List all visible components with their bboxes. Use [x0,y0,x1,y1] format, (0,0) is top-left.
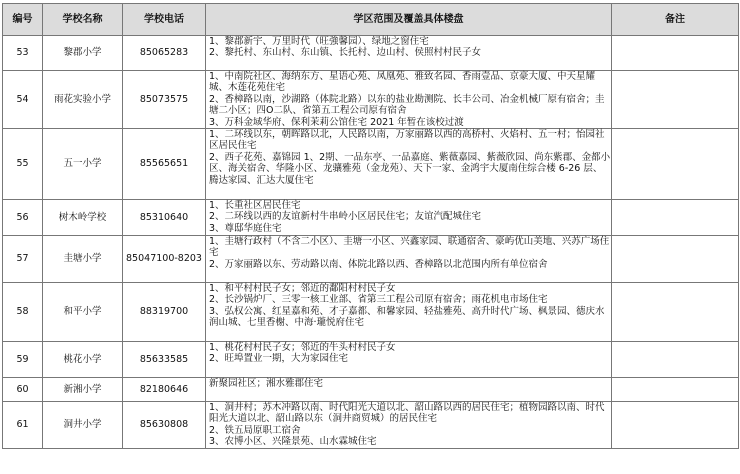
row-number: 55 [3,129,43,200]
school-name: 圭塘小学 [43,236,123,283]
district-detail [206,71,612,129]
school-phone: 85310640 [123,200,206,236]
school-name: 雨花实验小学 [43,71,123,129]
school-phone: 85047100-8203 [123,236,206,283]
district-line: 2、万家丽路以东、劳动路以南、体院北路以西、香樟路以北范围内所有单位宿舍 [209,258,548,270]
header-school-name: 学校名称 [43,4,123,36]
district-detail [206,378,612,402]
school-name: 树木岭学校 [43,200,123,236]
remarks-cell [612,283,739,342]
school-phone: 85065283 [123,36,206,71]
district-line: 2、香樟路以南，沙湖路（体院北路）以东的盐业勘测院、长丰公司、冶金机械厂原有宿舍；圭塘二小区；四O二队、省第五工程公司原有宿舍 [209,93,605,117]
district-detail [206,36,612,71]
table-row [3,129,739,200]
remarks-cell [612,71,739,129]
table-row [3,36,739,71]
row-number: 54 [3,71,43,129]
table-row [3,71,739,129]
table-body [3,36,739,449]
school-name: 黎郡小学 [43,36,123,71]
district-line: 3、万科金域华府、保利茉莉公馆住宅 2021 年暂在该校过渡 [209,116,464,128]
school-phone: 85565651 [123,129,206,200]
row-number: 58 [3,283,43,342]
district-detail [206,283,612,342]
district-line: 新聚园社区；湘水雅郡住宅 [209,378,324,390]
school-name: 桃花小学 [43,342,123,378]
school-phone: 85630808 [123,402,206,449]
district-line: 2、黎托村、东山村、东山镇、长托村、边山村、侯照村村民子女 [209,47,482,59]
remarks-cell [612,129,739,200]
school-name: 新湘小学 [43,378,123,402]
district-line: 1、长重社区居民住宅 [209,200,301,212]
district-line: 1、中南院社区、海纳东方、星语心苑、凤凰苑、雅致名园、香雨壹品、京豪大厦、中天星耀城、木莲花苑住宅 [209,71,596,94]
district-line: 1、洞井村；苏木冲路以南、时代阳光大道以北、韶山路以西的居民住宅；植物园路以南、时代阳光大道以北、韶山路以东（洞井商贸城）的居民住宅 [209,402,605,425]
district-detail [206,342,612,378]
district-line: 2、旺埠置业一期，大为家园住宅 [209,353,349,365]
district-line: 3、尊邸华庭住宅 [209,222,282,234]
row-number: 57 [3,236,43,283]
remarks-cell [612,342,739,378]
district-line: 2、长沙锅炉厂、三零一核工业部、省第三工程公司原有宿舍；雨花机电市场住宅 [209,294,548,306]
remarks-cell [612,378,739,402]
table-row [3,200,739,236]
school-phone: 82180646 [123,378,206,402]
header-district-range: 学区范围及覆盖具体楼盘 [206,4,612,36]
row-number: 56 [3,200,43,236]
school-name: 洞井小学 [43,402,123,449]
district-line: 1、圭塘行政村（不含二小区）、圭塘一小区、兴鑫家园、联通宿舍、豪屿优山美地、兴苏广场住宅 [209,236,610,259]
table-row [3,378,739,402]
school-district-table [2,3,739,449]
district-line: 2、二环线以西的友谊新村牛串岭小区居民住宅；友谊汽配城住宅 [209,211,482,223]
district-line: 1、桃花村村民子女；邻近的牛头村村民子女 [209,342,396,354]
table-row [3,342,739,378]
remarks-cell [612,402,739,449]
header-number: 编号 [3,4,43,36]
row-number: 59 [3,342,43,378]
district-line: 3、弘权公寓、红星嘉和苑、才子嘉都、和馨家园、轻盐雅苑、高升时代广场、枫景园、德庆水润山城、七里香榭、中海·瓏悦府住宅 [209,305,605,329]
remarks-cell [612,36,739,71]
school-phone: 88319700 [123,283,206,342]
remarks-cell [612,200,739,236]
district-line: 2、铁五局原职工宿舍 [209,424,301,436]
header-school-phone: 学校电话 [123,4,206,36]
row-number: 61 [3,402,43,449]
remarks-cell [612,236,739,283]
school-phone: 85073575 [123,71,206,129]
district-detail [206,402,612,449]
school-name: 五一小学 [43,129,123,200]
table-row [3,236,739,283]
district-line: 2、西子花苑、嘉锦园 1、2期、一品东亭、一品嘉庭、紫薇嘉园、紫薇欣园、尚东紫郡、金都小区、海关宿舍、华隆小区、龙骧雅苑（金龙苑）、天下一家、金鸿宇大厦南住综合楼 6-26 层、腾达家园、汇达大厦住宅 [209,151,611,186]
district-detail [206,236,612,283]
district-detail [206,129,612,200]
district-line: 3、农博小区、兴隆景苑、山水霖城住宅 [209,436,377,448]
district-detail [206,200,612,236]
header-row [3,4,739,36]
district-line: 1、二环线以东，朝晖路以北，人民路以南，万家丽路以西的高桥村、火焰村、五一村；怡园社区居民住宅 [209,129,605,152]
school-name: 和平小学 [43,283,123,342]
table-row [3,402,739,449]
school-phone: 85633585 [123,342,206,378]
district-line: 1、黎郡新宇、万里时代（旺強馨园）、绿地之窗住宅 [209,36,429,47]
row-number: 60 [3,378,43,402]
table-row [3,283,739,342]
row-number: 53 [3,36,43,71]
district-line: 1、和平村村民子女；邻近的鄱阳村村民子女 [209,283,396,295]
header-remarks: 备注 [612,4,739,36]
